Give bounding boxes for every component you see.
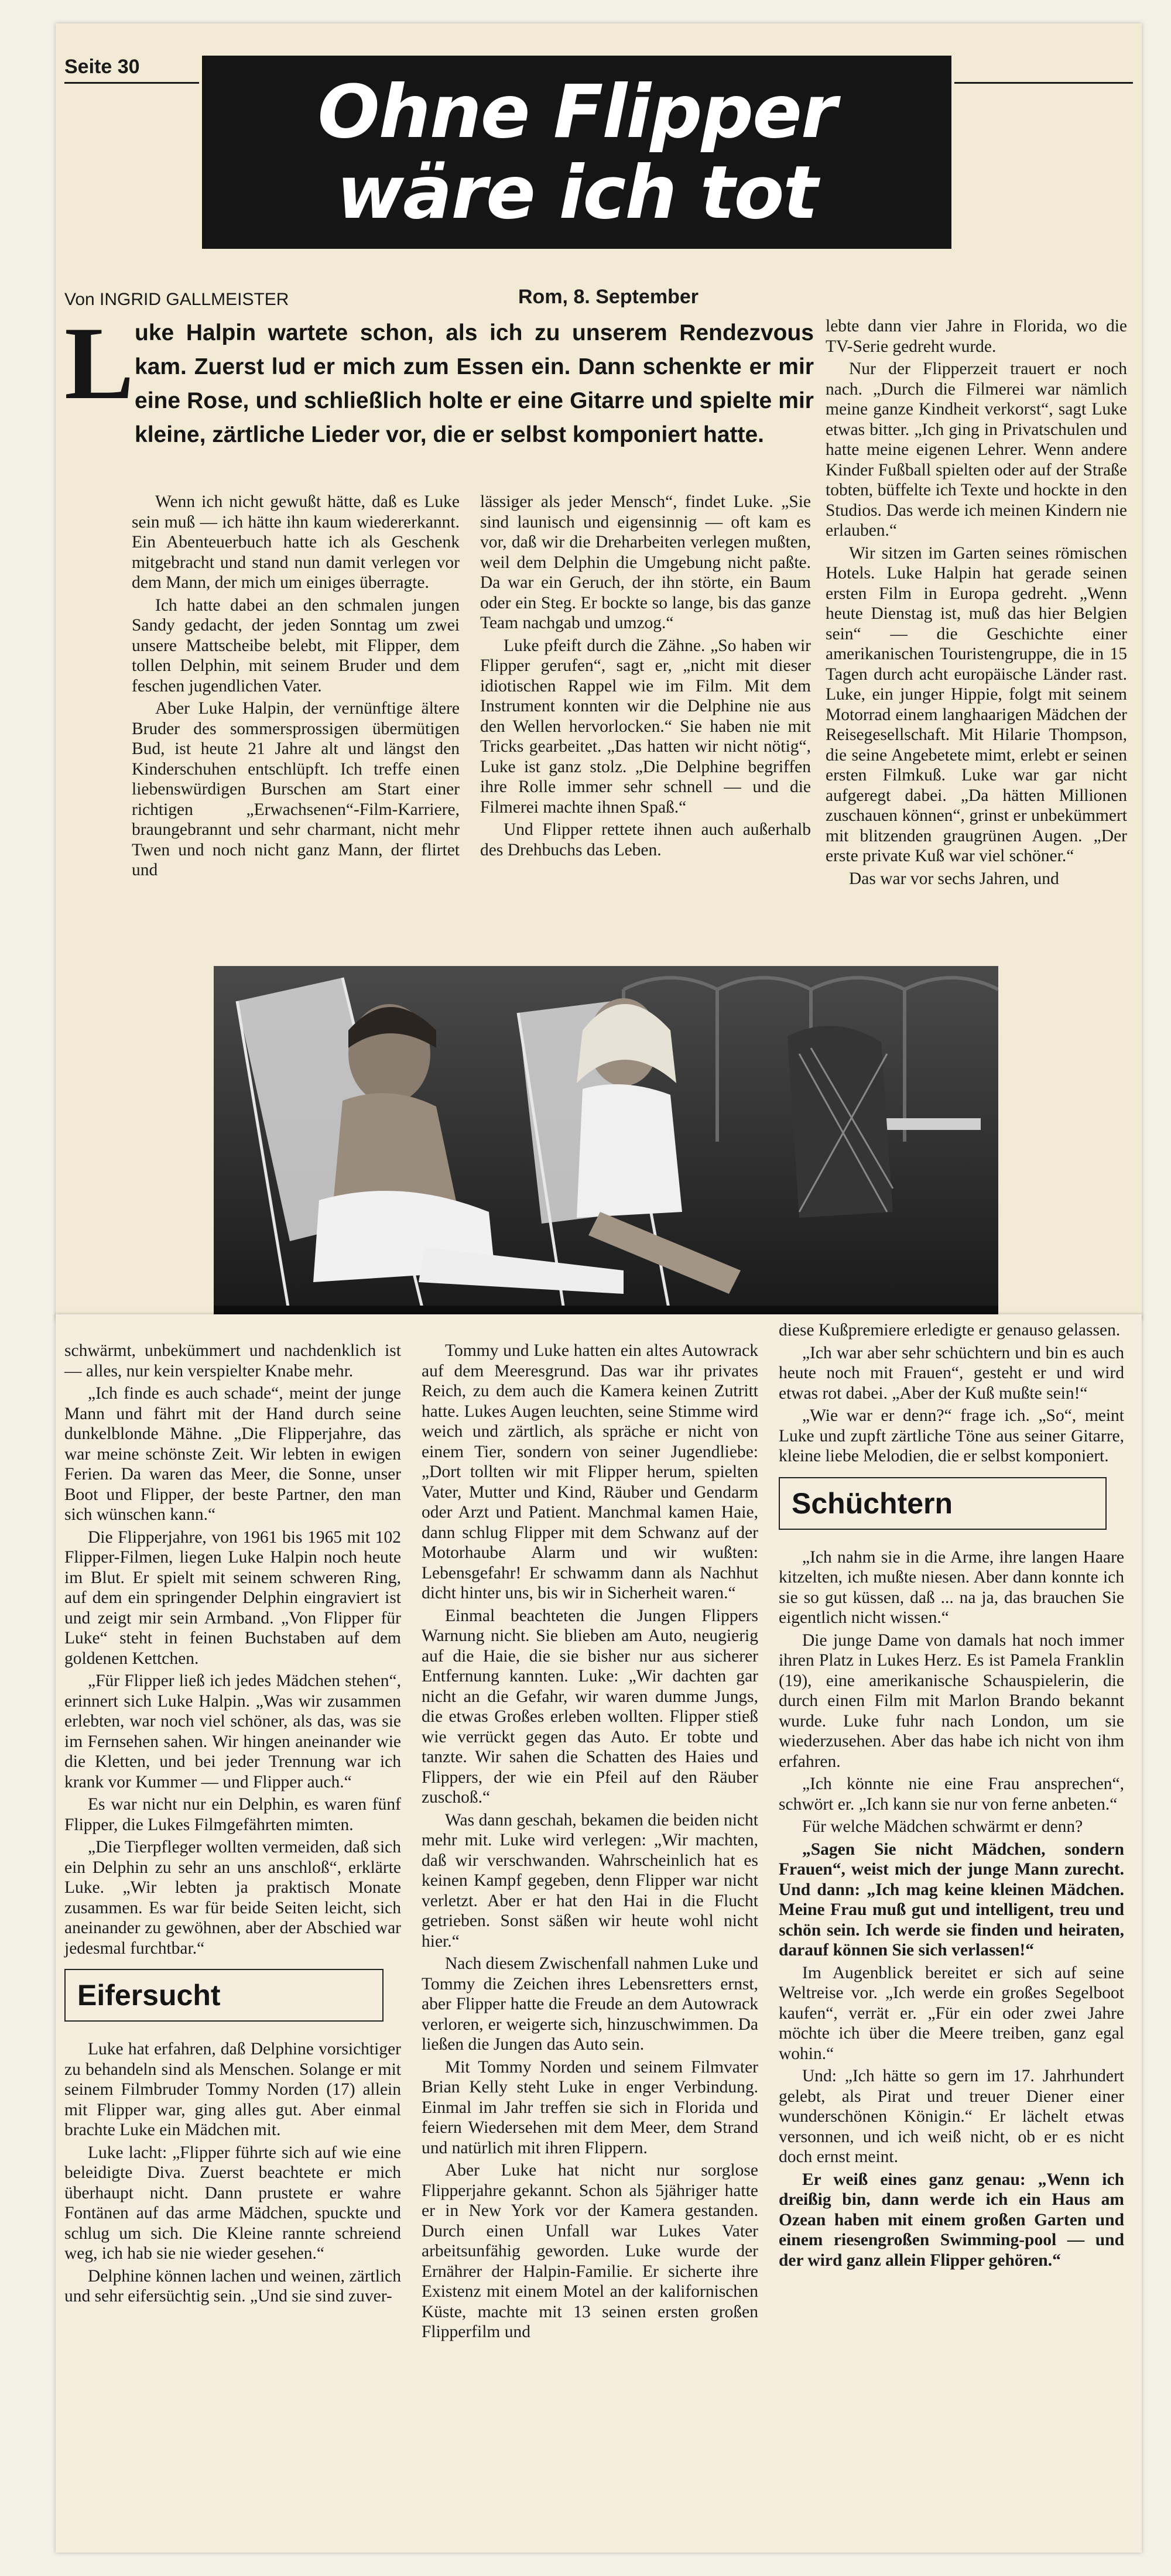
paragraph: „Für Flipper ließ ich jedes Mädchen stehen“, erinnert sich Luke Halpin. „Was wir zusammen erlebten, war noch viel schöner, als das, was sie im Fernsehen sahen. Wir hingen aneinander wie die Kletten, und bei jeder Trennung war ich krank vor Kummer — und Flipper auch.“	[64, 1671, 401, 1791]
paragraph: Luke hat erfahren, daß Delphine vorsichtiger zu behandeln sind als Menschen. Solange er mit seinem Filmbruder Tommy Norden (17) allein mit Flipper war, ging alles gut. Aber einmal brachte Luke ein Mädchen mit.	[64, 2040, 401, 2139]
paragraph: Im Augenblick bereitet er sich auf seine Weltreise vor. „Ich werde ein großes Segelboot kaufen“, verrät er. „Für ein oder zwei Jahre möchte ich über die Meere treiben, ganz egal wohin.“	[779, 1963, 1124, 2063]
column-b	[480, 492, 811, 960]
rule-right	[954, 82, 1133, 84]
paragraph: lebte dann vier Jahre in Florida, wo die TV-Serie gedreht wurde.	[826, 317, 1127, 356]
paragraph: „Ich könnte nie eine Frau ansprechen“, schwört er. „Ich kann sie nur von ferne anbeten.“	[779, 1775, 1124, 1814]
drop-cap: L	[64, 305, 134, 421]
subhead-schuechtern: Schüchtern	[779, 1477, 1107, 1530]
paragraph: Es war nicht nur ein Delphin, es waren fünf Flipper, die Lukes Filmgefährten mimten.	[64, 1795, 401, 1834]
paragraph: „Ich nahm sie in die Arme, ihre langen Haare kitzelten, ich mußte niesen. Aber dann konnte ich sie so gut küssen, daß ... na ja, das brauchen Sie eigentlich nicht wissen.“	[779, 1547, 1124, 1627]
paragraph: Mit Tommy Norden und seinem Filmvater Brian Kelly steht Luke in enger Verbindung. Einmal im Jahr treffen sie sich in Florida und feiern Wiedersehen mit dem Meer, dem Strand und natürlich mit ihren Flippern.	[422, 2057, 758, 2157]
paragraph-bold: „Sagen Sie nicht Mädchen, sondern Frauen“, weist mich der junge Mann zurecht. Und dann: „Ich mag keine kleinen Mädchen. Meine Frau muß gut und intelligent, treu und schön sein. Ich werde sie finden und heiraten, darauf können Sie sich verlassen!“	[779, 1839, 1124, 1960]
paragraph: Delphine können lachen und weinen, zärtlich und sehr eifersüchtig sein. „Und sie sind zuver-	[64, 2266, 401, 2306]
paragraph: „Ich finde es auch schade“, meint der junge Mann und fährt mit der Hand durch seine dunkelblonde Mähne. „Die Flipperjahre, das war meine schönste Zeit. Wir lebten in ewigen Ferien. Da waren das Meer, die Sonne, unser Boot und Flipper, der beste Partner, den man sich wünschen kann.“	[64, 1384, 401, 1524]
paragraph: Luke lacht: „Flipper führte sich auf wie eine beleidigte Diva. Zuerst beachtete er mich überhaupt nicht. Dann prustete er wahre Fontänen auf das arme Mädchen, spuckte und schlug um sich. Die Kleine rannte schreiend weg, ich hab sie nie wieder gesehen.“	[64, 2143, 401, 2263]
subhead-eifersucht: Eifersucht	[64, 1969, 384, 2022]
paragraph: Ich hatte dabei an den schmalen jungen Sandy gedacht, der jeden Sonntag um zwei unsere Mattscheibe belebt, mit Flipper, dem tollen Delphin, mit seinem Bruder und dem feschen jugendlichen Vater.	[132, 595, 460, 696]
column-e	[422, 1341, 758, 2541]
headline	[202, 56, 951, 249]
column-c	[826, 316, 1127, 960]
clipping-bottom	[56, 1314, 1142, 2553]
column-d	[64, 1341, 401, 2541]
paragraph: Wenn ich nicht gewußt hätte, daß es Luke sein muß — ich hätte ihn kaum wiedererkannt. Ein Abenteuerbuch hatte ich als Geschenk mitgebracht und stand nun damit verlegen vor dem Mann, der mich um einiges überragte.	[132, 492, 460, 592]
headline-line-1: Ohne Flipper	[317, 70, 836, 155]
column-f	[779, 1320, 1124, 2538]
paragraph: Wir sitzen im Garten seines römischen Hotels. Luke Halpin hat gerade seinen ersten Film in Europa gedreht. „Wenn heute Dienstag ist, muß das hier Belgien sein“ — die Geschichte einer amerikanischen Touristengruppe, die in 15 Tagen durch acht europäische Länder rast. Luke, ein junger Hippie, folgt mit seinem Motorrad einem langhaarigen Mädchen der Reisegesellschaft. Mit Hilarie Thompson, die seine Angebetete mimt, erlebt er seinen ersten Filmkuß. Luke war gar nicht aufgeregt dabei. „Da hätten Millionen zuschauen können“, grinst er unbekümmert mit blitzenden graugrünen Augen. „Der erste private Kuß war viel schöner.“	[826, 543, 1127, 865]
paragraph: schwärmt, unbekümmert und nachdenklich ist — alles, nur kein verspielter Knabe mehr.	[64, 1341, 401, 1381]
paragraph: lässiger als jeder Mensch“, findet Luke. „Sie sind launisch und eigensinnig — oft kam es vor, daß wir die Dreharbeiten verlegen mußten, weil dem Delphin die Umgebung nicht paßte. Da war ein Geruch, der ihn störte, ein Baum oder ein Steg. Er bockte so lange, bis das ganze Team nachgab und umzog.“	[480, 492, 811, 632]
paragraph: „Wie war er denn?“ frage ich. „So“, meint Luke und zupft zärtliche Töne aus seiner Gitarre, kleine liebe Melodien, die er selbst komponiert.	[779, 1406, 1124, 1465]
rule-left	[64, 82, 199, 84]
photo-illustration	[214, 966, 998, 1320]
clipping-top	[56, 23, 1142, 1320]
paragraph: Aber Luke hat nicht nur sorglose Flipperjahre gekannt. Schon als 5jähriger hatte er in New York vor der Kamera gestanden. Durch einen Unfall war Lukes Vater arbeitsunfähig geworden. Luke wurde der Ernährer der Halpin-Familie. Er sicherte ihre Existenz mit einem Motel an der kalifornischen Küste, machte mit 13 seinen ersten großen Flipperfilm und	[422, 2161, 758, 2341]
paragraph: Das war vor sechs Jahren, und	[849, 869, 1059, 888]
paragraph: Und Flipper rettete ihnen auch außerhalb des Drehbuchs das Leben.	[480, 820, 811, 859]
lead-paragraph: uke Halpin wartete schon, als ich zu unserem Rendezvous kam. Zuerst lud er mich zum Essen ein. Dann schenkte er mir eine Rose, und schließlich holte er eine Gitarre und spielte mir kleine, zärtliche Lieder vor, die er selbst komponiert hatte.	[135, 320, 814, 447]
paragraph-bold-end: Er weiß eines ganz genau: „Wenn ich dreißig bin, dann werde ich ein Haus am Ozean haben mit einem großen Garten und einem riesengroßen Swimming-pool — und der wird ganz allein Flipper gehören.“	[779, 2170, 1124, 2270]
paragraph: Nur der Flipperzeit trauert er noch nach. „Durch die Filmerei war nämlich meine ganze Kindheit verkorst“, sagt Luke etwas bitter. „Ich ging in Privatschulen und hatte meine eigenen Lehrer. Wenn andere Kinder Fußball spielten oder auf der Straße tobten, büffelte ich Texte und hockte in den Studios. Das werde ich meinen Kindern nie erlauben.“	[826, 359, 1127, 540]
paragraph: Nach diesem Zwischenfall nahmen Luke und Tommy die Zeichen ihres Lebensretters ernst, aber Flipper hatte die Freude an dem Autowrack verloren, er weigerte sich, hinzuschwimmen. Da ließen die Jungen das Auto sein.	[422, 1954, 758, 2054]
paragraph: Und: „Ich hätte so gern im 17. Jahrhundert gelebt, als Pirat und treuer Diener einer wunderschönen Königin.“ Er lächelt etwas versonnen, und ich weiß nicht, ob er es nicht doch ernst meint.	[779, 2067, 1124, 2166]
interview-photo	[214, 966, 998, 1320]
paragraph: diese Kußpremiere erledigte er genauso gelassen.	[779, 1321, 1121, 1340]
paragraph: Luke pfeift durch die Zähne. „So haben wir Flipper gerufen“, sagt er, „nicht mit dieser idiotischen Rappel wie im Film. Mit dem Instrument konnten wir die Delphine nie aus den Wellen hervorlocken.“ Sie haben nie mit Tricks gearbeitet. „Das hatten wir nicht nötig“, Luke ist ganz stolz. „Die Delphine begriffen ihre Rolle immer sehr schnell — und die Filmerei machte ihnen Spaß.“	[480, 636, 811, 817]
column-a	[132, 492, 460, 960]
paragraph: „Die Tierpfleger wollten vermeiden, daß sich ein Delphin zu sehr an uns anschloß“, erklärte Luke. „Wir lebten ja praktisch Monate zusammen. Es war für beide Seiten leicht, sich aneinander zu gewöhnen, aber der Abschied war jedesmal furchtbar.“	[64, 1838, 401, 1958]
paragraph: „Ich war aber sehr schüchtern und bin es auch heute noch mit Frauen“, gesteht er und wird etwas rot dabei. „Aber der Kuß mußte sein!“	[779, 1343, 1124, 1403]
paragraph: Für welche Mädchen schwärmt er denn?	[802, 1817, 1083, 1836]
paragraph: Aber Luke Halpin, der vernünftige ältere Bruder des sommersprossigen übermütigen Bud, ist heute 21 Jahre alt und längst den Kinderschuhen entschlüpft. Ich treffe einen liebenswürdigen Burschen am Start einer richtigen „Erwachsenen“-Film-Karriere, braungebrannt und sehr charmant, nicht mehr Twen und noch nicht ganz Mann, der flirtet und	[132, 699, 460, 879]
byline: Von INGRID GALLMEISTER	[64, 290, 289, 309]
paragraph: Die junge Dame von damals hat noch immer ihren Platz in Lukes Herz. Es ist Pamela Franklin (19), eine amerikanische Schauspielerin, die durch einen Film mit Marlon Brando bekannt wurde. Luke fuhr nach London, um sie wiederzusehen. Aber das habe ich nicht von ihm erfahren.	[779, 1630, 1124, 1771]
dateline: Rom, 8. September	[518, 286, 699, 308]
paragraph: Tommy und Luke hatten ein altes Autowrack auf dem Meeresgrund. Das war ihr privates Reich, zu dem auch die Kamera keinen Zutritt hatte. Lukes Augen leuchten, seine Stimme wird weich und zärtlich, als spräche er nicht von einem Tier, sondern von seiner Jugendliebe: „Dort tollten wir mit Flipper herum, spielten Vater, Mutter und Kind, Räuber und Gendarm oder Arzt und Patient. Manchmal kamen Haie, dann schlug Flipper mit dem Schwanz auf der Motorhaube Alarm und wir wußten: Lebensgefahr! Er schwamm dann als Nachhut dicht hinter uns, bis wir in Sicherheit waren.“	[422, 1341, 758, 1602]
headline-line-2: wäre ich tot	[336, 150, 817, 235]
paragraph: Einmal beachteten die Jungen Flippers Warnung nicht. Sie blieben am Auto, neugierig auf die Haie, die sie bisher nur aus sicherer Entfernung kannten. Luke: „Wir dachten gar nicht an die Gefahr, wir waren dumme Jungs, die etwas Großes erleben wollten. Flipper stieß wie verrückt gegen das Auto. Er tobte und tanzte. Wir sahen die Schatten des Haies und Flippers, der wie ein Pfeil auf den Räuber zuschoß.“	[422, 1606, 758, 1807]
paragraph: Was dann geschah, bekamen die beiden nicht mehr mit. Luke wird verlegen: „Wir machten, daß wir verschwanden. Wahrscheinlich hat es keinen Kampf gegeben, denn Flipper war nicht verletzt. Aber er hat den Hai in die Flucht getrieben. Sonst säßen wir heute wohl nicht hier.“	[422, 1810, 758, 1951]
page-number: Seite 30	[64, 56, 140, 78]
paragraph: Die Flipperjahre, von 1961 bis 1965 mit 102 Flipper-Filmen, liegen Luke Halpin noch heute im Blut. Er spielt mit seinem schweren Ring, auf dem ein springender Delphin eingraviert ist und zeigt mir sein Armband. „Von Flipper für Luke“ steht in feinen Buchstaben auf dem goldenen Kettchen.	[64, 1527, 401, 1668]
